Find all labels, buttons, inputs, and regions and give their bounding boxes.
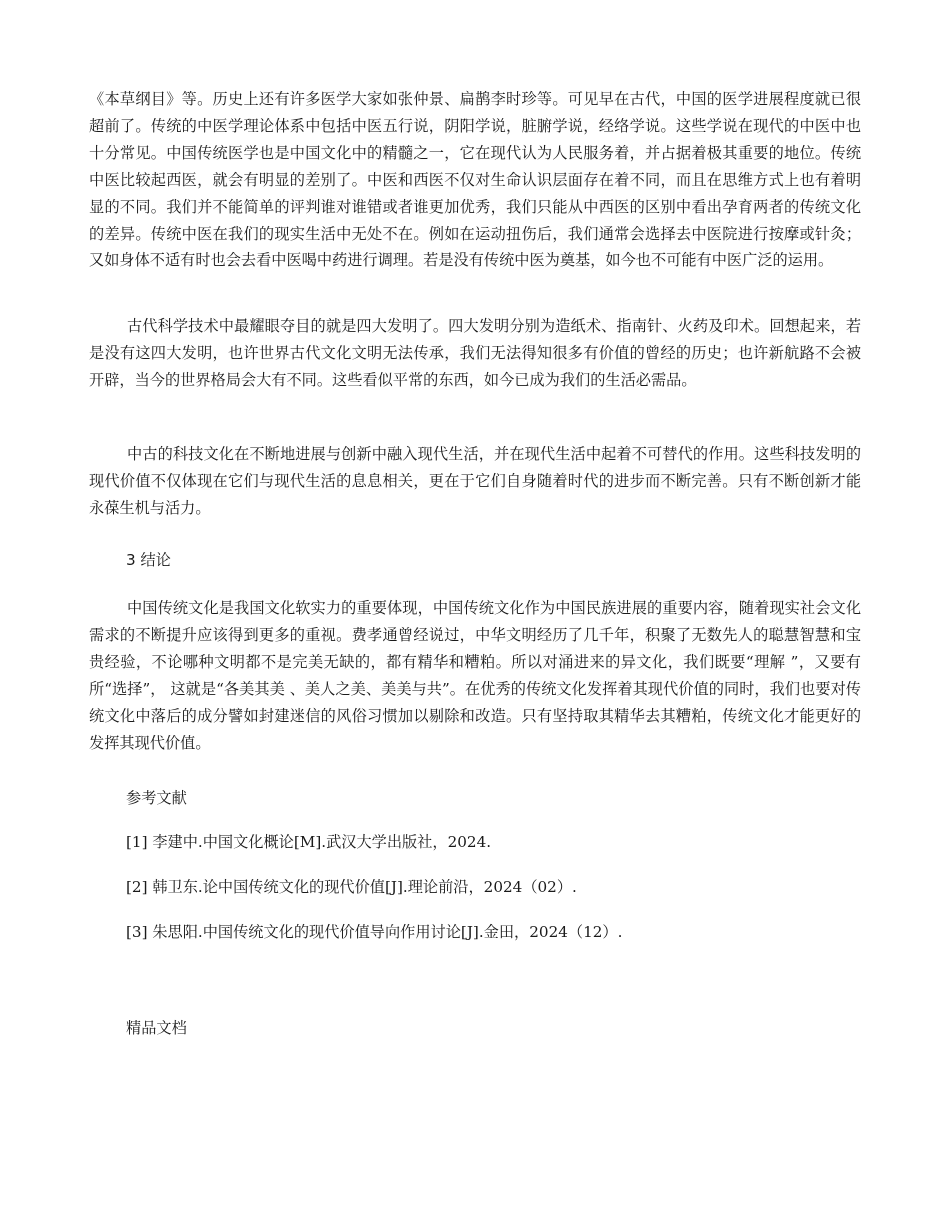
paragraph-four-inventions: 古代科学技术中最耀眼夺目的就是四大发明了。四大发明分别为造纸术、指南针、火药及印术。回想起来，若是没有这四大发明，也许世界古代文化文明无法传承，我们无法得知很多有价值的曾经的历史；也许新航路不会被开辟，当今的世界格局会大有不同。这些看似平常的东西，如今已成为我们的生活必需品。: [89, 317, 861, 389]
reference-item: [1] 李建中.中国文化概论[M].武汉大学出版社，2024.: [126, 833, 492, 851]
references-heading: 参考文献: [126, 789, 187, 807]
paragraph-conclusion: 中国传统文化是我国文化软实力的重要体现，中国传统文化作为中国民族进展的重要内容，随着现实社会文化需求的不断提升应该得到更多的重视。费孝通曾经说过，中华文明经历了几千年，积聚了无数先人的聪慧智慧和宝贵经验，不论哪种文明都不是完美无缺的，都有精华和糟粕。所以对涌进来的异文化，我们既要“理解 ”，又要有所“选择”， 这就是“各美其美 、美人之美、美美与共”。在优秀的传统文化发挥着其现代价值的同时，我们也要对传统文化中落后的成分譬如封建迷信的风俗习惯加以剔除和改造。只有坚持取其精华去其糟粕，传统文化才能更好的发挥其现代价值。: [89, 599, 861, 752]
footer-label: 精品文档: [126, 1019, 187, 1037]
reference-item: [2] 韩卫东.论中国传统文化的现代价值[J].理论前沿，2024（02）.: [126, 878, 577, 896]
section-heading-conclusion: 3 结论: [126, 551, 171, 569]
paragraph-tech-culture: 中古的科技文化在不断地进展与创新中融入现代生活，并在现代生活中起着不可替代的作用。这些科技发明的现代价值不仅体现在它们与现代生活的息息相关，更在于它们自身随着时代的进步而不断完善。只有不断创新才能永葆生机与活力。: [89, 445, 861, 517]
reference-item: [3] 朱思阳.中国传统文化的现代价值导向作用讨论[J].金田，2024（12）.: [126, 923, 623, 941]
paragraph-medicine: 《本草纲目》等。历史上还有许多医学大家如张仲景、扁鹊李时珍等。可见早在古代，中国的医学进展程度就已很超前了。传统的中医学理论体系中包括中医五行说，阴阳学说，脏腑学说，经络学说。这些学说在现代的中医中也十分常见。中国传统医学也是中国文化中的精髓之一，它在现代认为人民服务着，并占据着极其重要的地位。传统中医比较起西医，就会有明显的差别了。中医和西医不仅对生命认识层面存在着不同，而且在思维方式上也有着明显的不同。我们并不能简单的评判谁对谁错或者谁更加优秀，我们只能从中西医的区别中看出孕育两者的传统文化的差异。传统中医在我们的现实生活中无处不在。例如在运动扭伤后，我们通常会选择去中医院进行按摩或针灸；又如身体不适有时也会去看中医喝中药进行调理。若是没有传统中医为奠基，如今也不可能有中医广泛的运用。: [89, 90, 861, 270]
